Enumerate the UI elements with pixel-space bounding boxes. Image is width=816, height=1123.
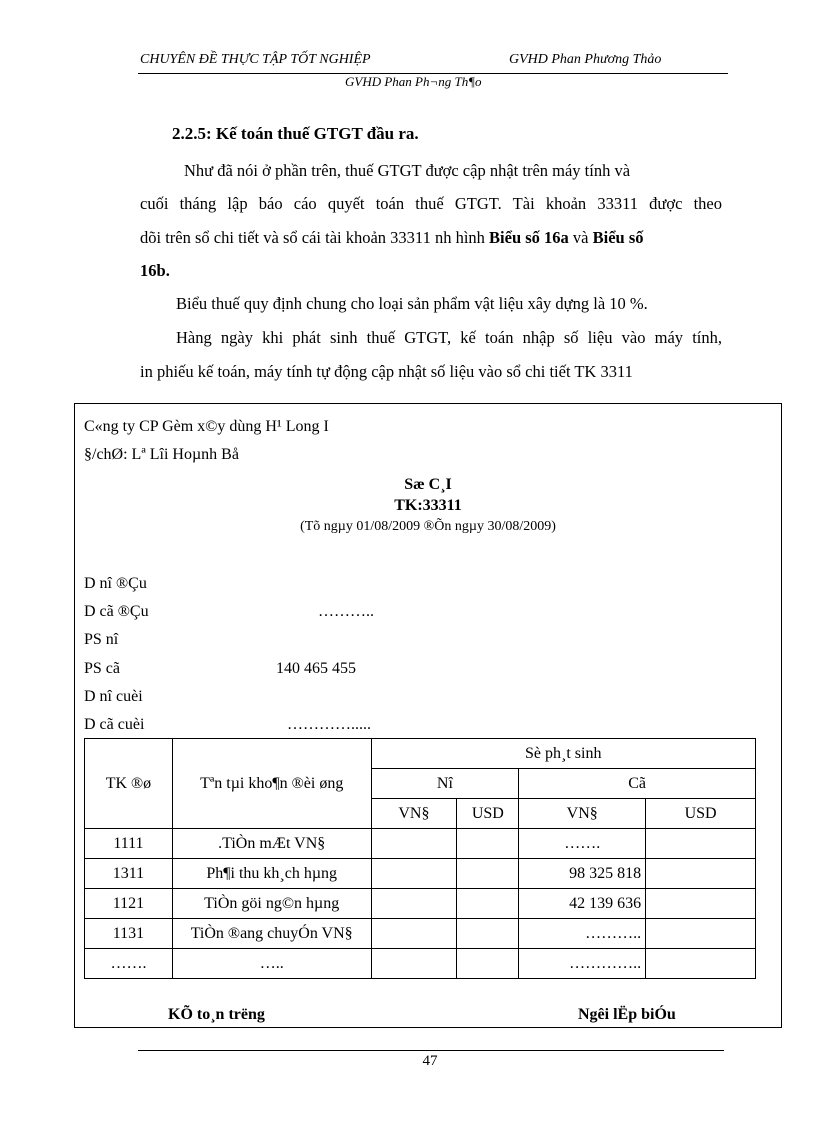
cell-account: ……. <box>85 949 173 979</box>
para3-line2: in phiếu kế toán, máy tính tự động cập nhật số liệu vào sổ chi tiết TK 3311 <box>140 362 633 381</box>
cell-no-vnd <box>371 889 457 919</box>
cell-name: Ph¶i thu kh¸ch hµng <box>172 859 371 889</box>
balance-label: D nî ®Çu <box>84 575 147 592</box>
cell-name: ….. <box>172 949 371 979</box>
cell-co-vnd: ……….. <box>519 919 646 949</box>
col-header-vnd: VN§ <box>519 799 646 829</box>
col-header-vnd: VN§ <box>371 799 457 829</box>
company-address: §/chØ: Lª Lîi Hoµnh Bå <box>84 446 239 463</box>
table-row <box>85 949 756 979</box>
para1-line3 <box>140 228 644 248</box>
ledger-account: TK:33311 <box>394 497 462 514</box>
col-header-account: TK ®ø <box>85 739 173 829</box>
cell-co-vnd: ……. <box>519 829 646 859</box>
balance-label: PS cã <box>84 660 120 677</box>
cell-no-vnd <box>371 859 457 889</box>
col-header-name: Tªn tµi kho¶n ®èi øng <box>172 739 371 829</box>
cell-account: 1111 <box>85 829 173 859</box>
cell-no-usd <box>457 859 519 889</box>
ledger-period: (Tõ ngµy 01/08/2009 ®Õn ngµy 30/08/2009) <box>300 519 556 534</box>
page-number: 47 <box>422 1053 438 1069</box>
balance-label: D nî cuèi <box>84 688 143 705</box>
cell-co-usd <box>646 859 756 889</box>
cell-no-vnd <box>371 919 457 949</box>
para1-and: và <box>572 228 589 247</box>
table-row <box>85 889 756 919</box>
table-row <box>85 829 756 859</box>
para3-line1: Hàng ngày khi phát sinh thuế GTGT, kế toán nhập số liệu vào máy tính, <box>176 328 722 347</box>
para1-end: . <box>165 261 170 280</box>
para1-ref2b: 16b <box>140 261 166 280</box>
col-header-no: Nî <box>371 769 519 799</box>
para1-line2: cuối tháng lập báo cáo quyết toán thuế GTGT. Tài khoản 33311 được theo <box>140 194 722 213</box>
footer-rule <box>138 1050 724 1051</box>
para1-ref2a: Biểu số <box>592 228 644 247</box>
header-right: GVHD Phan Phương Thảo <box>509 52 662 67</box>
para2: Biểu thuế quy định chung cho loại sản phẩm vật liệu xây dựng là 10 %. <box>176 294 648 313</box>
cell-account: 1121 <box>85 889 173 919</box>
header-left: CHUYÊN ĐỀ THỰC TẬP TỐT NGHIỆP <box>140 52 371 67</box>
col-header-usd: USD <box>457 799 519 829</box>
header-sub: GVHD Phan Ph¬ng Th¶o <box>345 74 482 89</box>
table-row <box>85 859 756 889</box>
balance-label: D cã cuèi <box>84 716 145 733</box>
para1-line1: Như đã nói ở phần trên, thuế GTGT được cập nhật trên máy tính và <box>184 161 631 180</box>
para1-line3-text: dõi trên sổ chi tiết và sổ cái tài khoản 33311 nh hình <box>140 228 485 247</box>
signature-preparer: Ngêi lËp biÓu <box>578 1006 676 1023</box>
cell-name: TiÒn ®ang chuyÓn VN§ <box>172 919 371 949</box>
para1-ref1: Biểu số 16a <box>489 228 569 247</box>
cell-no-usd <box>457 829 519 859</box>
ledger-table <box>84 738 756 979</box>
company-name: C«ng ty CP Gèm x©y dùng H¹ Long I <box>84 418 329 435</box>
balance-label: D cã ®Çu <box>84 603 149 620</box>
balance-value: ……….. <box>318 603 374 620</box>
cell-no-vnd <box>371 949 457 979</box>
para1-line4 <box>140 261 170 281</box>
signature-chief-accountant: KÕ to¸n trëng <box>168 1006 265 1023</box>
cell-co-vnd: 98 325 818 <box>519 859 646 889</box>
balance-value: 140 465 455 <box>276 660 356 677</box>
cell-account: 1131 <box>85 919 173 949</box>
cell-co-vnd: 42 139 636 <box>519 889 646 919</box>
cell-co-usd <box>646 829 756 859</box>
section-heading: 2.2.5: Kế toán thuế GTGT đầu ra. <box>172 124 419 143</box>
ledger-title: Sæ C¸I <box>404 476 452 493</box>
cell-name: .TiÒn mÆt VN§ <box>172 829 371 859</box>
col-header-co: Cã <box>519 769 756 799</box>
cell-no-usd <box>457 949 519 979</box>
col-header-ps: Sè ph¸t sinh <box>371 739 756 769</box>
balance-label: PS nî <box>84 631 119 648</box>
col-header-usd: USD <box>646 799 756 829</box>
cell-co-vnd: ………….. <box>519 949 646 979</box>
balance-value: …………..... <box>287 716 371 733</box>
cell-no-usd <box>457 919 519 949</box>
cell-name: TiÒn göi ng©n hµng <box>172 889 371 919</box>
cell-co-usd <box>646 919 756 949</box>
cell-no-usd <box>457 889 519 919</box>
table-row <box>85 919 756 949</box>
cell-account: 1311 <box>85 859 173 889</box>
cell-co-usd <box>646 889 756 919</box>
cell-co-usd <box>646 949 756 979</box>
cell-no-vnd <box>371 829 457 859</box>
